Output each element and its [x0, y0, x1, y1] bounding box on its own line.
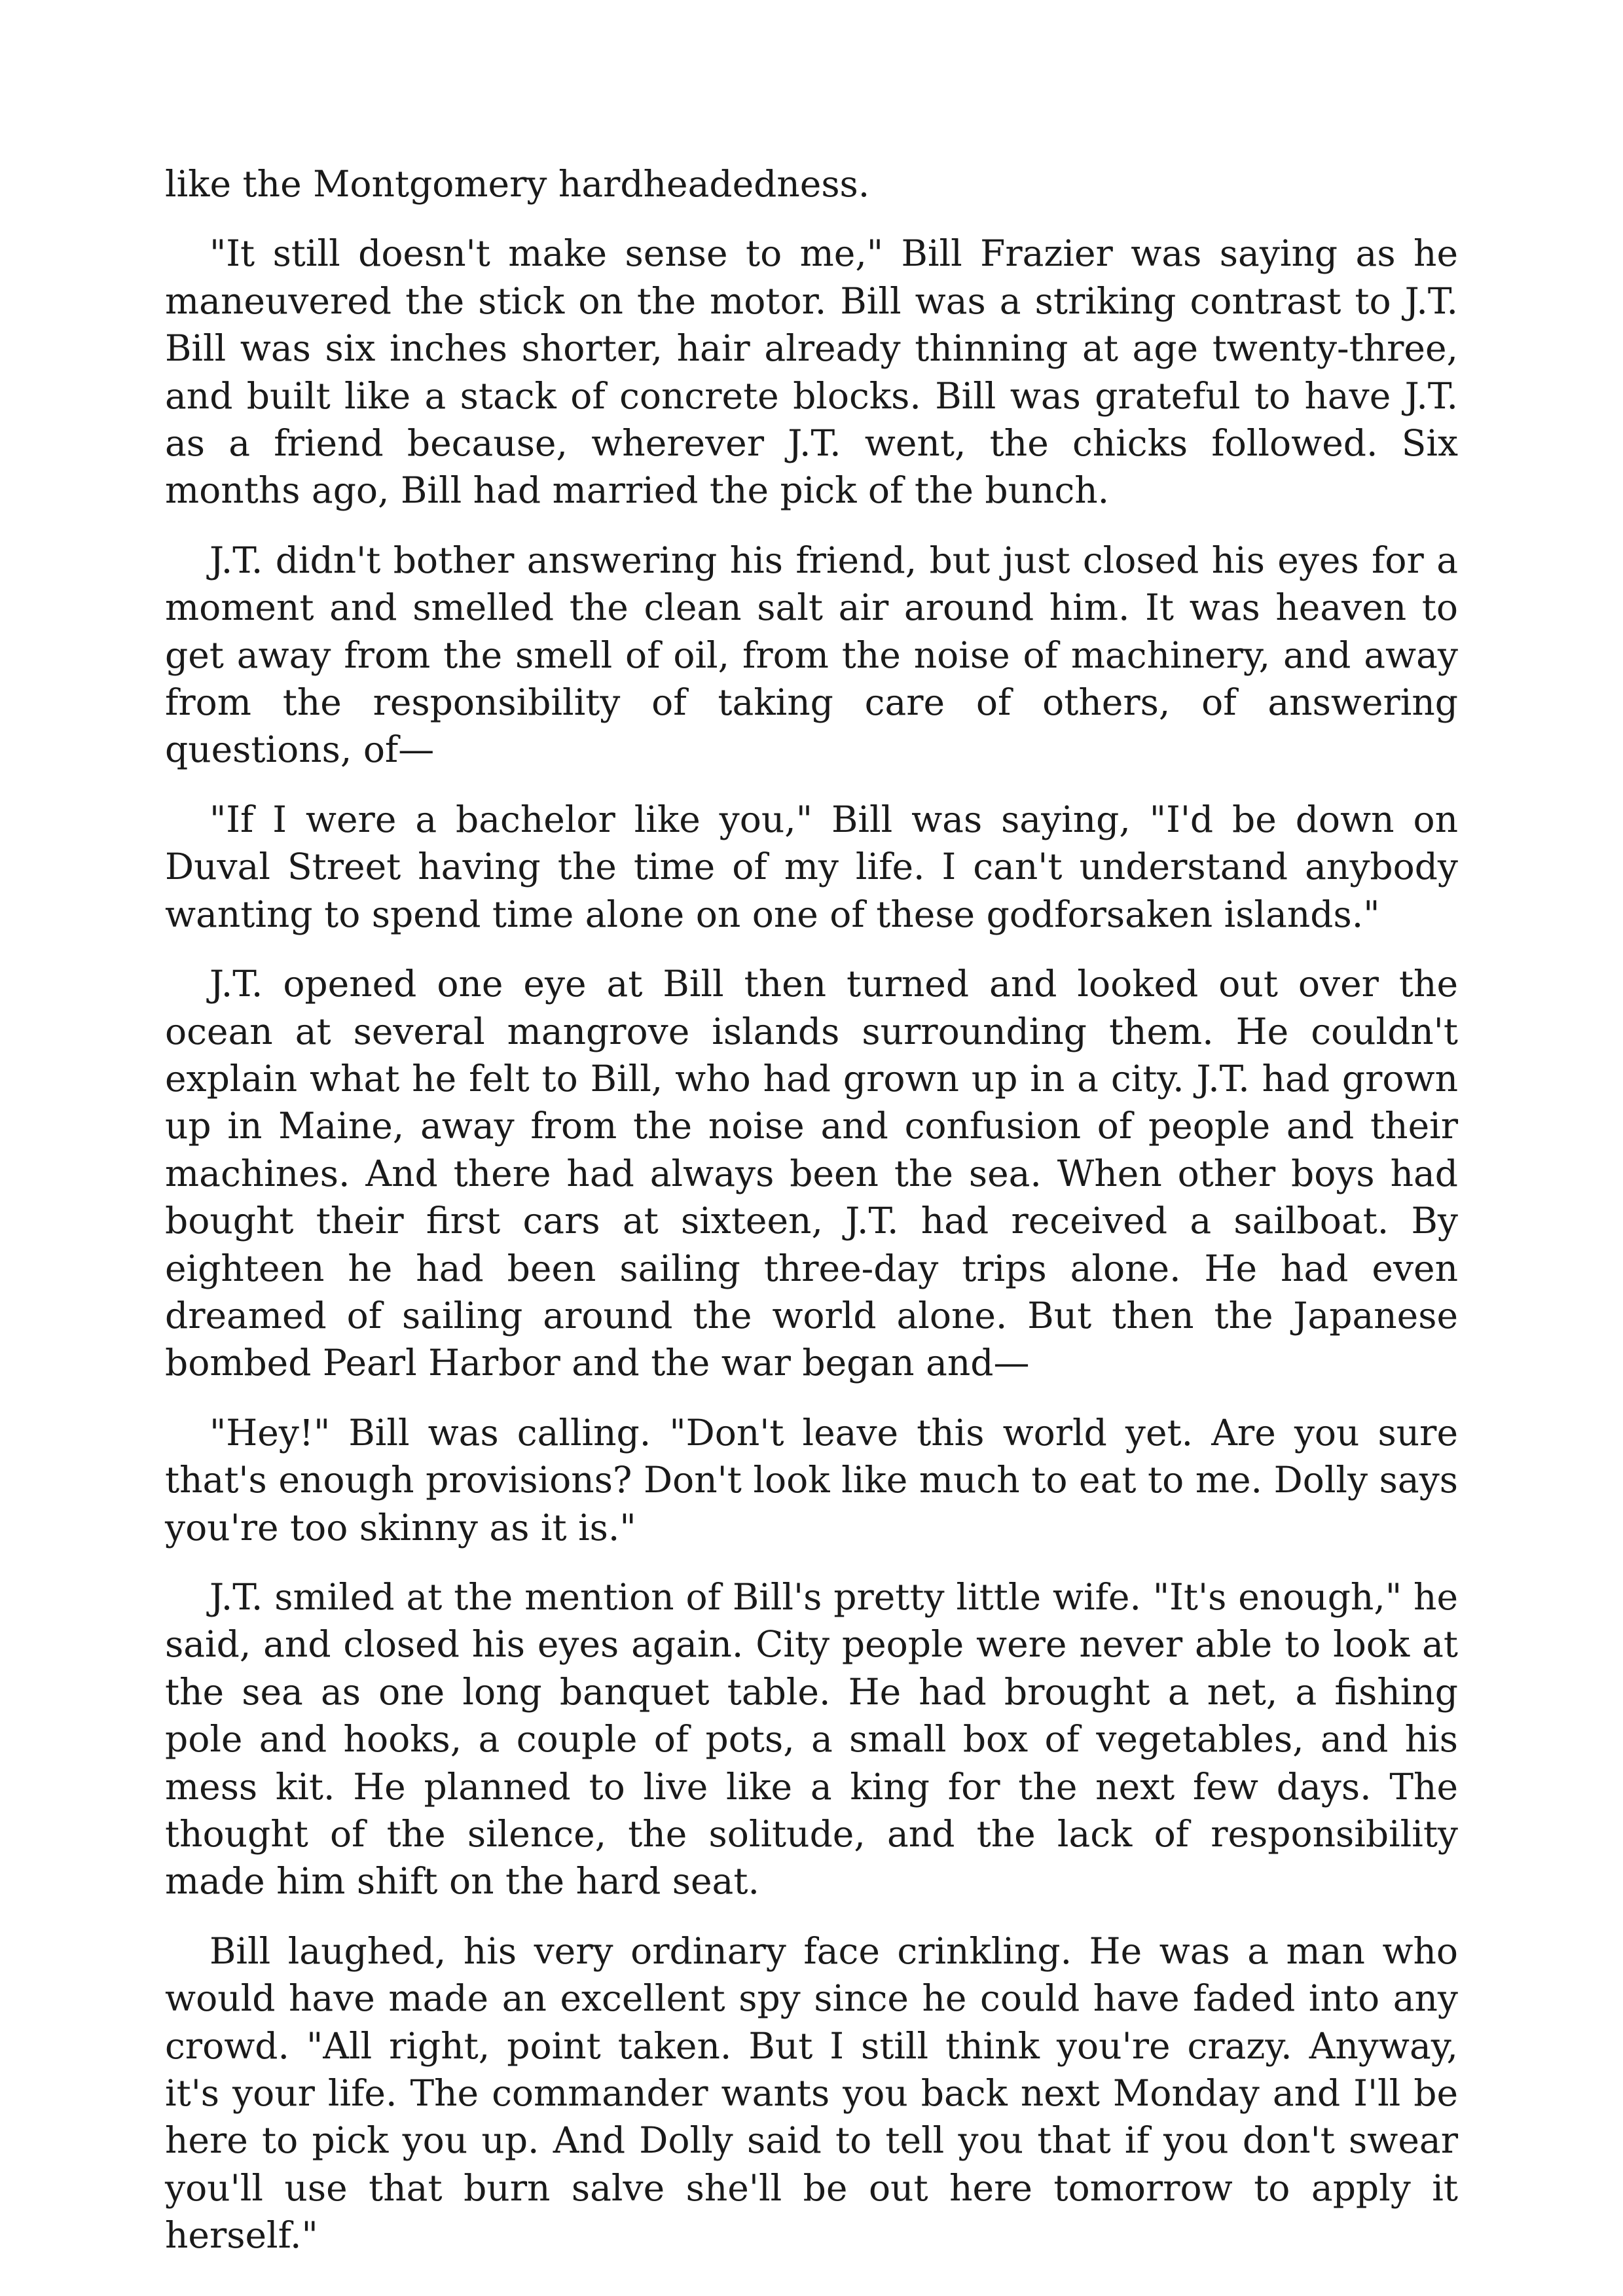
paragraph: J.T. smiled at the mention of Bill's pretty little wife. "It's enough," he said, and closed his eyes again. City people were never able to look at the sea as one long banquet table. He had brought a net, a fishing pole and hooks, a couple of pots, a small box of vegetables, and his mess kit. He planned to live like a king for the next few days. The thought of the silence, the solitude, and the lack of responsibility made him shift on the hard seat.	[165, 1575, 1458, 1903]
paragraph: J.T. didn't bother answering his friend, but just closed his eyes for a moment and smelled the clean salt air around him. It was heaven to get away from the smell of oil, from the noise of machinery, and away from the responsibility of taking care of others, of answering questions, of—	[165, 539, 1458, 771]
paragraph: "Hey!" Bill was calling. "Don't leave this world yet. Are you sure that's enough provisions? Don't look like much to eat to me. Dolly says you're too skinny as it is."	[165, 1411, 1458, 1549]
paragraph: "It still doesn't make sense to me," Bill Frazier was saying as he maneuvered the stick on the motor. Bill was a striking contrast to J.T. Bill was six inches shorter, hair already thinning at age twenty-three, and built like a stack of concrete blocks. Bill was grateful to have J.T. as a friend because, wherever J.T. went, the chicks followed. Six months ago, Bill had married the pick of the bunch.	[165, 232, 1458, 512]
paragraph-continued: like the Montgomery hardheadedness.	[165, 163, 870, 205]
paragraph: "If I were a bachelor like you," Bill was saying, "I'd be down on Duval Street having the time of my life. I can't understand anybody wanting to spend time alone on one of these godforsaken islands."	[165, 798, 1458, 935]
paragraph: Bill laughed, his very ordinary face crinkling. He was a man who would have made an excellent spy since he could have faded into any crowd. "All right, point taken. But I still think you're crazy. Anyway, it's your life. The commander wants you back next Monday and I'll be here to pick you up. And Dolly said to tell you that if you don't swear you'll use that burn salve she'll be out here tomorrow to apply it herself."	[165, 1929, 1458, 2257]
page-body	[165, 160, 1458, 2282]
paragraph: J.T. opened one eye at Bill then turned and looked out over the ocean at several mangrove islands surrounding them. He couldn't explain what he felt to Bill, who had grown up in a city. J.T. had grown up in Maine, away from the noise and confusion of people and their machines. And there had always been the sea. When other boys had bought their first cars at sixteen, J.T. had received a sailboat. By eighteen he had been sailing three-day trips alone. He had even dreamed of sailing around the world alone. But then the Japanese bombed Pearl Harbor and the war began and—	[165, 963, 1458, 1384]
